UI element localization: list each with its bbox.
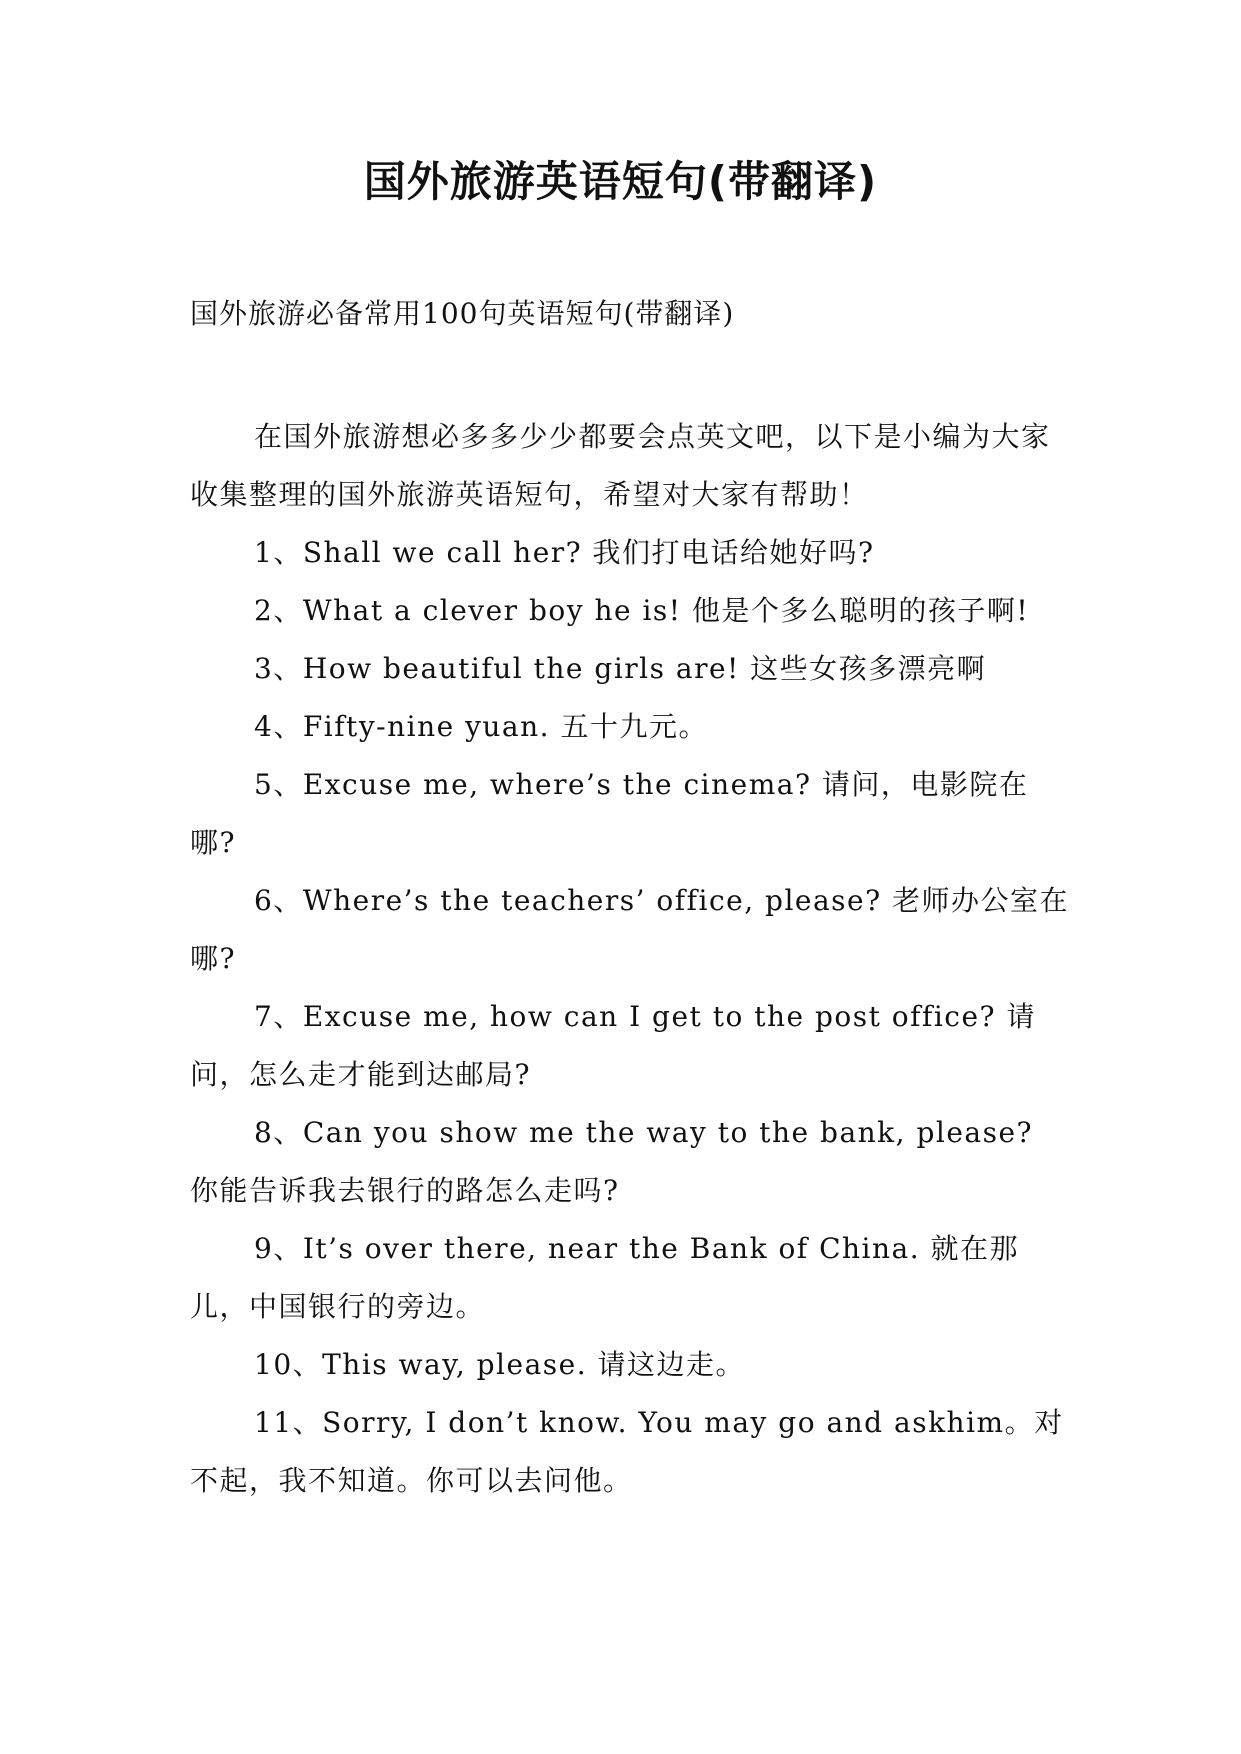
phrase-item-3: 3、How beautiful the girls are! 这些女孩多漂亮啊 [254,652,987,685]
intro-paragraph: 在国外旅游想必多多少少都要会点英文吧，以下是小编为大家收集整理的国外旅游英语短句，希望对大家有帮助！ [190,420,1051,511]
phrase-item-5: 5、Excuse me, where’s the cinema? 请问，电影院在哪? [190,768,1029,859]
phrase-item-1: 1、Shall we call her? 我们打电话给她好吗? [254,536,875,569]
phrase-item-8: 8、Can you show me the way to the bank, please? 你能告诉我去银行的路怎么走吗? [190,1116,1034,1207]
document-body [190,408,1070,1510]
phrase-item-4: 4、Fifty-nine yuan. 五十九元。 [254,710,708,743]
phrase-item-6: 6、Where’s the teachers’ office, please? 老师办公室在哪? [190,884,1070,975]
phrase-item-9: 9、It’s over there, near the Bank of China. 就在那儿，中国银行的旁边。 [190,1232,1020,1323]
phrase-item-11: 11、Sorry, I don’t know. You may go and askhim。对不起，我不知道。你可以去问他。 [190,1406,1064,1497]
phrase-item-10: 10、This way, please. 请这边走。 [254,1348,746,1381]
document-subtitle: 国外旅游必备常用100句英语短句(带翻译) [190,297,735,330]
phrase-item-2: 2、What a clever boy he is! 他是个多么聪明的孩子啊! [254,594,1030,627]
document-title: 国外旅游英语短句(带翻译) [363,157,878,206]
phrase-item-7: 7、Excuse me, how can I get to the post office? 请问，怎么走才能到达邮局? [190,1000,1036,1091]
